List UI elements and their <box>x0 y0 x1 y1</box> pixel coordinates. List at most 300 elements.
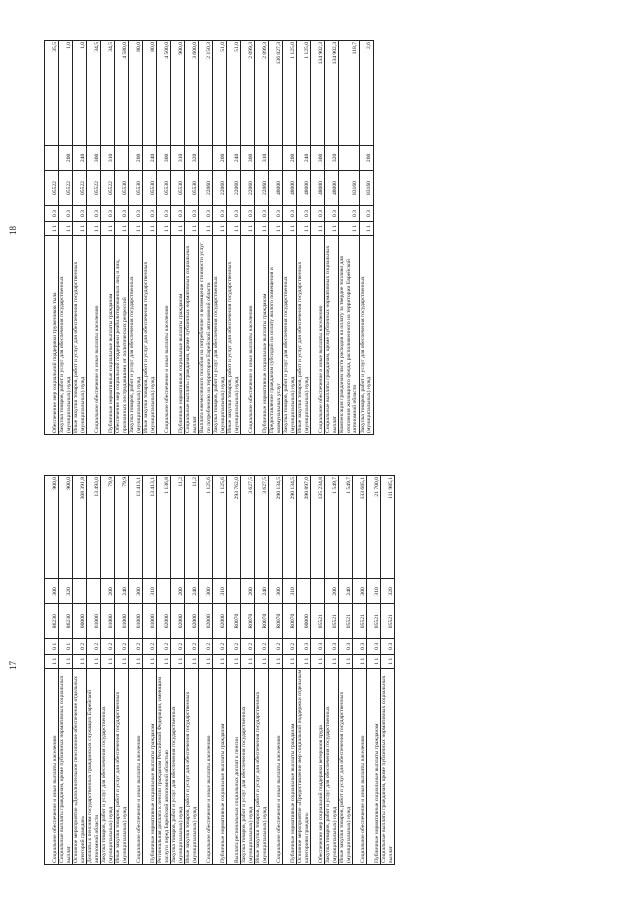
code-target: 86230 <box>59 604 73 638</box>
code-expense-type: 310 <box>213 579 227 604</box>
table-row <box>381 476 395 865</box>
code-target: 22060 <box>255 171 269 206</box>
code-expense-type: 200 <box>129 145 143 170</box>
code-section: 1 1 <box>199 654 213 668</box>
page-number: 17 <box>8 661 18 670</box>
code-expense-type: 310 <box>101 145 115 170</box>
code-subsection: 0 3 <box>185 205 199 221</box>
code-subsection: 0 2 <box>213 638 227 654</box>
row-amount: 79,9 <box>101 476 115 579</box>
table-row <box>339 41 360 435</box>
code-target: R0070 <box>255 604 269 638</box>
table-row <box>241 476 255 865</box>
row-name: Основное мероприятие «Дополнительное пенсионное обеспечение отдельных категорий граждан» <box>73 668 87 864</box>
table-row <box>199 476 213 865</box>
table-row <box>157 476 171 865</box>
row-amount: 21 700,0 <box>367 476 381 579</box>
code-subsection: 0 2 <box>185 638 199 654</box>
table-row <box>269 41 283 435</box>
code-target: 02000 <box>185 604 199 638</box>
code-section: 1 1 <box>45 222 59 236</box>
table-row <box>241 41 255 435</box>
row-name: Закупка товаров, работ и услуг для обеспечения государственных (муниципальных) нужд <box>129 236 143 435</box>
row-amount: 51,0 <box>227 41 241 146</box>
table-row <box>255 476 269 865</box>
code-subsection: 0 2 <box>227 638 241 654</box>
row-amount: 13 493,0 <box>87 476 101 579</box>
code-section: 1 1 <box>367 654 381 668</box>
table-row <box>283 476 297 865</box>
row-amount: 1,0 <box>59 41 73 146</box>
row-name: Публичные нормативные социальные выплаты гражданам <box>283 668 297 864</box>
row-name: Иные закупки товаров, работ и услуг для обеспечения государственных (муниципальных) нужд <box>297 236 311 435</box>
row-amount: 900,0 <box>171 41 185 146</box>
row-amount: 3 600,0 <box>185 41 199 146</box>
code-expense-type: 320 <box>381 579 395 604</box>
code-section: 1 1 <box>269 654 283 668</box>
table-row <box>59 476 73 865</box>
code-section: 1 1 <box>87 222 101 236</box>
code-subsection: 0 2 <box>269 638 283 654</box>
table-row <box>157 41 171 435</box>
row-amount: 1 125,0 <box>283 41 297 146</box>
page-number: 18 <box>8 226 18 235</box>
code-expense-type: 200 <box>283 145 297 170</box>
code-section: 1 1 <box>227 654 241 668</box>
code-expense-type: 300 <box>353 579 367 604</box>
code-expense-type: 310 <box>283 579 297 604</box>
code-target: 00000 <box>73 604 87 638</box>
code-target: 05521 <box>339 604 353 638</box>
code-subsection: 0 3 <box>367 638 381 654</box>
row-amount: 13 413,1 <box>129 476 143 579</box>
table-row <box>199 41 213 435</box>
table-row <box>59 41 73 435</box>
code-section: 1 1 <box>157 222 171 236</box>
row-amount: 34,5 <box>87 41 101 146</box>
code-expense-type: 300 <box>311 145 325 170</box>
code-section: 1 1 <box>129 222 143 236</box>
code-subsection: 0 3 <box>269 205 283 221</box>
budget-table <box>44 475 395 865</box>
code-section: 1 1 <box>73 654 87 668</box>
code-expense-type: 200 <box>59 145 73 170</box>
row-name: Иные закупки товаров, работ и услуг для обеспечения государственных (муниципальных) нужд <box>255 668 269 864</box>
row-amount: 900,0 <box>59 476 73 579</box>
code-target: 05530 <box>129 171 143 206</box>
row-name: Закупка товаров, работ и услуг для обеспечения государственных (муниципальных) нужд <box>241 668 255 864</box>
code-subsection: 0 2 <box>87 638 101 654</box>
code-subsection: 0 2 <box>255 638 269 654</box>
code-target: 05530 <box>185 171 199 206</box>
code-target: 48000 <box>283 171 297 206</box>
table-row <box>311 476 325 865</box>
row-amount: 1 125,6 <box>213 476 227 579</box>
code-section: 1 1 <box>241 222 255 236</box>
row-amount: 136 027,3 <box>269 41 283 146</box>
code-target: 48000 <box>325 171 339 206</box>
code-section: 1 1 <box>171 654 185 668</box>
table-row <box>185 41 199 435</box>
code-expense-type <box>297 579 311 604</box>
code-section: 1 1 <box>255 654 269 668</box>
code-expense-type: 240 <box>339 579 353 604</box>
table-row <box>143 41 157 435</box>
code-subsection: 0 3 <box>73 205 87 221</box>
code-section: 1 1 <box>87 654 101 668</box>
code-section: 1 1 <box>227 222 241 236</box>
row-amount: 134 902,3 <box>325 41 339 146</box>
code-expense-type: 240 <box>185 579 199 604</box>
row-name: Социальные выплаты гражданам, кроме публичных нормативных социальных выплат <box>381 668 395 864</box>
code-expense-type: 310 <box>367 579 381 604</box>
code-section: 1 1 <box>45 654 59 668</box>
code-subsection: 0 2 <box>143 638 157 654</box>
row-name: Доплаты к пенсиям государственных гражданских служащих Еврейской автономной области <box>87 668 101 864</box>
code-target: 02000 <box>157 604 171 638</box>
table-row <box>339 476 353 865</box>
row-amount: 293 762,0 <box>227 476 241 579</box>
code-subsection: 0 3 <box>213 205 227 221</box>
row-amount: 51,0 <box>213 41 227 146</box>
code-expense-type: 200 <box>101 579 115 604</box>
row-name: Закупка товаров, работ и услуг для обеспечения государственных (муниципальных) нужд <box>171 668 185 864</box>
row-amount: 3 627,5 <box>255 476 269 579</box>
code-subsection: 0 3 <box>255 205 269 221</box>
code-section: 1 1 <box>199 222 213 236</box>
code-section: 1 1 <box>213 222 227 236</box>
code-subsection: 0 3 <box>339 638 353 654</box>
table-row <box>129 476 143 865</box>
code-expense-type: 320 <box>325 145 339 170</box>
row-amount: 2 150,3 <box>199 41 213 146</box>
code-subsection: 0 3 <box>171 205 185 221</box>
code-subsection: 0 1 <box>59 638 73 654</box>
code-target: 02000 <box>213 604 227 638</box>
table-row <box>269 476 283 865</box>
code-section: 1 1 <box>381 654 395 668</box>
row-name: Социальные выплаты гражданам, кроме публичных нормативных социальных выплат <box>325 236 339 435</box>
code-subsection: 0 2 <box>157 638 171 654</box>
table-row <box>213 41 227 435</box>
row-amount: 1 125,0 <box>297 41 311 146</box>
code-expense-type <box>115 145 129 170</box>
table-row <box>171 41 185 435</box>
code-subsection: 0 3 <box>87 205 101 221</box>
row-amount: 35,5 <box>45 41 59 146</box>
code-expense-type <box>269 145 283 170</box>
code-target: 05530 <box>143 171 157 206</box>
code-expense-type: 200 <box>241 579 255 604</box>
row-amount: 290 134,5 <box>283 476 297 579</box>
code-target: R0070 <box>283 604 297 638</box>
code-section: 1 1 <box>283 222 297 236</box>
code-section: 1 1 <box>359 222 373 236</box>
row-name: Публичные нормативные социальные выплаты гражданам <box>367 668 381 864</box>
table-row <box>115 476 129 865</box>
code-subsection: 0 2 <box>73 638 87 654</box>
code-target: 48000 <box>297 171 311 206</box>
row-name: Закупка товаров, работ и услуг для обеспечения государственных (муниципальных) нужд <box>101 668 115 864</box>
code-expense-type: 300 <box>129 579 143 604</box>
row-amount: 2 099,3 <box>255 41 269 146</box>
table-row <box>283 41 297 435</box>
code-section: 1 1 <box>171 222 185 236</box>
row-name: Иные закупки товаров, работ и услуг для обеспечения государственных (муниципальных) нужд <box>185 668 199 864</box>
code-target: 22060 <box>213 171 227 206</box>
code-target: 01000 <box>129 604 143 638</box>
code-section: 1 1 <box>101 222 115 236</box>
code-target: 83160 <box>359 171 373 206</box>
code-expense-type: 300 <box>87 145 101 170</box>
code-subsection: 0 3 <box>227 205 241 221</box>
row-amount: 118,7 <box>339 41 360 146</box>
code-target: 05530 <box>157 171 171 206</box>
row-amount: 34,5 <box>101 41 115 146</box>
code-section: 1 1 <box>115 222 129 236</box>
row-amount: 11,2 <box>171 476 185 579</box>
code-expense-type: 240 <box>143 145 157 170</box>
code-target: 00000 <box>297 604 311 638</box>
row-name: Публичные нормативные социальные выплаты гражданам <box>255 236 269 435</box>
row-name: Иные закупки товаров, работ и услуг для обеспечения государственных (муниципальных) нужд <box>115 668 129 864</box>
code-target: 22060 <box>227 171 241 206</box>
code-subsection: 0 3 <box>325 638 339 654</box>
row-name: Обеспечение мер социальной поддержки ветеранов труда <box>311 668 325 864</box>
row-name: Выплата региональных социальных доплат к пенсии <box>227 668 241 864</box>
code-target: 01000 <box>115 604 129 638</box>
code-expense-type: 300 <box>199 579 213 604</box>
row-name: Закупка товаров, работ и услуг для обеспечения государственных (муниципальных) нужд <box>213 236 227 435</box>
code-section: 1 1 <box>255 222 269 236</box>
row-amount: 1 549,7 <box>325 476 339 579</box>
code-expense-type <box>157 579 171 604</box>
code-section: 1 1 <box>185 222 199 236</box>
code-subsection: 0 3 <box>339 205 360 221</box>
code-target: 05522 <box>45 171 59 206</box>
code-target: 22060 <box>199 171 213 206</box>
code-section: 1 1 <box>185 654 199 668</box>
table-row <box>185 476 199 865</box>
row-name: Иные закупки товаров, работ и услуг для обеспечения государственных (муниципальных) нужд <box>143 236 157 435</box>
code-subsection: 0 2 <box>283 638 297 654</box>
code-target: R0070 <box>227 604 241 638</box>
code-expense-type: 200 <box>171 579 185 604</box>
code-subsection: 0 1 <box>45 638 59 654</box>
code-target: 02000 <box>171 604 185 638</box>
code-subsection: 0 3 <box>129 205 143 221</box>
table-row <box>101 41 115 435</box>
code-expense-type <box>199 145 213 170</box>
row-name: Социальное обеспечение и иные выплаты населению <box>241 236 255 435</box>
table-row <box>325 476 339 865</box>
code-expense-type: 240 <box>73 145 87 170</box>
code-target: 48000 <box>311 171 325 206</box>
row-amount: 135 234,8 <box>311 476 325 579</box>
row-name: Закупка товаров, работ и услуг для обеспечения государственных (муниципальных) нужд <box>283 236 297 435</box>
row-name: Социальные выплаты гражданам, кроме публичных нормативных социальных выплат <box>59 668 73 864</box>
code-section: 1 1 <box>297 654 311 668</box>
code-section: 1 1 <box>241 654 255 668</box>
row-name: Социальное обеспечение и иные выплаты населению <box>353 668 367 864</box>
row-amount: 111 985,1 <box>381 476 395 579</box>
code-expense-type <box>87 579 101 604</box>
row-name: Обеспечение мер социальной поддержки тружеников тыла <box>45 236 59 435</box>
row-name: Социальное обеспечение и иные выплаты населению <box>45 668 59 864</box>
row-name: Закупка товаров, работ и услуг для обеспечения государственных (муниципальных) нужд <box>325 668 339 864</box>
code-section: 1 1 <box>339 654 353 668</box>
code-section: 1 1 <box>325 654 339 668</box>
code-subsection: 0 2 <box>199 638 213 654</box>
row-name: Закупка товаров, работ и услуг для обеспечения государственных (муниципальных) нужд <box>359 236 373 435</box>
row-name: Публичные нормативные социальные выплаты гражданам <box>213 668 227 864</box>
table-row <box>73 41 87 435</box>
row-amount: 13 413,1 <box>143 476 157 579</box>
row-name: Выплата ежемесячного пособия на потребление и возмещение стоимости услуг по потреблению на территории Еврейской автономной области <box>199 236 213 435</box>
budget-table <box>44 40 374 435</box>
row-name: Иные закупки товаров, работ и услуг для обеспечения государственных (муниципальных) нужд <box>227 236 241 435</box>
code-target: 05521 <box>311 604 325 638</box>
code-section: 1 1 <box>353 654 367 668</box>
row-name: Иные закупки товаров, работ и услуг для обеспечения государственных (муниципальных) нужд <box>73 236 87 435</box>
row-name: Иные закупки товаров, работ и услуг для обеспечения государственных (муниципальных) нужд <box>339 668 353 864</box>
code-section: 1 1 <box>157 654 171 668</box>
code-section: 1 1 <box>59 222 73 236</box>
code-subsection: 0 3 <box>157 205 171 221</box>
row-name: Публичные нормативные социальные выплаты гражданам <box>143 668 157 864</box>
code-subsection: 0 3 <box>297 638 311 654</box>
code-subsection: 0 3 <box>283 205 297 221</box>
row-amount: 1 549,7 <box>339 476 353 579</box>
code-section: 1 1 <box>339 222 360 236</box>
row-amount: 290 134,5 <box>269 476 283 579</box>
code-section: 1 1 <box>311 222 325 236</box>
code-target: 05530 <box>115 171 129 206</box>
code-expense-type <box>227 579 241 604</box>
code-section: 1 1 <box>269 222 283 236</box>
row-amount: 900,0 <box>45 476 59 579</box>
code-subsection: 0 2 <box>115 638 129 654</box>
code-expense-type <box>339 145 360 170</box>
row-amount: 1,0 <box>73 41 87 146</box>
row-amount: 390 897,0 <box>297 476 311 579</box>
code-subsection: 0 2 <box>101 638 115 654</box>
table-row <box>213 476 227 865</box>
code-expense-type <box>45 145 59 170</box>
code-subsection: 0 3 <box>143 205 157 221</box>
code-section: 1 1 <box>73 222 87 236</box>
table-row <box>171 476 185 865</box>
table-row <box>353 476 367 865</box>
table-row <box>367 476 381 865</box>
table-row <box>45 476 59 865</box>
code-subsection: 0 3 <box>311 205 325 221</box>
code-expense-type: 240 <box>255 579 269 604</box>
row-name: Социальное обеспечение и иные выплаты населению <box>311 236 325 435</box>
code-section: 1 1 <box>297 222 311 236</box>
code-subsection: 0 3 <box>311 638 325 654</box>
code-expense-type: 240 <box>297 145 311 170</box>
code-subsection: 0 2 <box>129 638 143 654</box>
code-section: 1 1 <box>129 654 143 668</box>
table-row <box>87 476 101 865</box>
row-amount: 1 125,6 <box>199 476 213 579</box>
row-amount: 133 685,1 <box>353 476 367 579</box>
table-row <box>115 41 129 435</box>
row-amount: 2,6 <box>359 41 373 146</box>
code-subsection: 0 3 <box>45 205 59 221</box>
code-target: R0070 <box>241 604 255 638</box>
code-target: 05521 <box>381 604 395 638</box>
code-target: 83160 <box>339 171 360 206</box>
row-amount: 11,2 <box>185 476 199 579</box>
code-expense-type: 310 <box>255 145 269 170</box>
code-expense-type: 240 <box>115 579 129 604</box>
table-row <box>227 476 241 865</box>
table-row <box>101 476 115 865</box>
table-row <box>359 41 373 435</box>
code-target: 05521 <box>367 604 381 638</box>
row-amount: 80,0 <box>143 41 157 146</box>
row-name: Социальные выплаты гражданам, кроме публичных нормативных социальных выплат <box>185 236 199 435</box>
table-row <box>297 476 311 865</box>
code-section: 1 1 <box>213 654 227 668</box>
row-amount: 80,0 <box>129 41 143 146</box>
row-name: Социальное обеспечение и иные выплаты населению <box>87 236 101 435</box>
code-expense-type: 320 <box>185 145 199 170</box>
code-subsection: 0 3 <box>359 205 373 221</box>
code-expense-type: 300 <box>269 579 283 604</box>
row-name: Публичные нормативные социальные выплаты гражданам <box>171 236 185 435</box>
code-target: 01000 <box>101 604 115 638</box>
row-name: Закупка товаров, работ и услуг для обеспечения государственных (муниципальных) нужд <box>59 236 73 435</box>
code-target: 05530 <box>171 171 185 206</box>
row-name: Региональная доплата к пенсии гражданам Российской Федерации, имеющим заслуги перед Еврейской автономной областью <box>157 668 171 864</box>
code-subsection: 0 3 <box>325 205 339 221</box>
code-subsection: 0 3 <box>381 638 395 654</box>
row-amount: 4 580,0 <box>115 41 129 146</box>
code-section: 1 1 <box>311 654 325 668</box>
table-row <box>297 41 311 435</box>
code-subsection: 0 3 <box>241 205 255 221</box>
table-row <box>45 41 59 435</box>
table-row <box>227 41 241 435</box>
code-subsection: 0 3 <box>59 205 73 221</box>
table-row <box>129 41 143 435</box>
row-name: Социальное обеспечение и иные выплаты населению <box>269 668 283 864</box>
row-name: Предоставление гражданам субсидий на оплату жилого помещения и коммунальных услуг <box>269 236 283 435</box>
code-subsection: 0 3 <box>115 205 129 221</box>
code-subsection: 0 3 <box>101 205 115 221</box>
code-subsection: 0 3 <box>353 638 367 654</box>
row-amount: 2 099,3 <box>241 41 255 146</box>
code-expense-type <box>73 579 87 604</box>
code-expense-type: 200 <box>213 145 227 170</box>
code-expense-type: 300 <box>45 579 59 604</box>
code-expense-type: 320 <box>59 579 73 604</box>
code-target: 86230 <box>45 604 59 638</box>
table-row <box>73 476 87 865</box>
row-amount: 79,9 <box>115 476 129 579</box>
row-name: Социальное обеспечение и иные выплаты населению <box>199 668 213 864</box>
code-expense-type: 310 <box>143 579 157 604</box>
row-name: Социальное обеспечение и иные выплаты населению <box>129 668 143 864</box>
code-target: 05521 <box>325 604 339 638</box>
table-row <box>311 41 325 435</box>
row-amount: 3 627,5 <box>241 476 255 579</box>
row-amount: 308 391,8 <box>73 476 87 579</box>
code-target: 22060 <box>241 171 255 206</box>
